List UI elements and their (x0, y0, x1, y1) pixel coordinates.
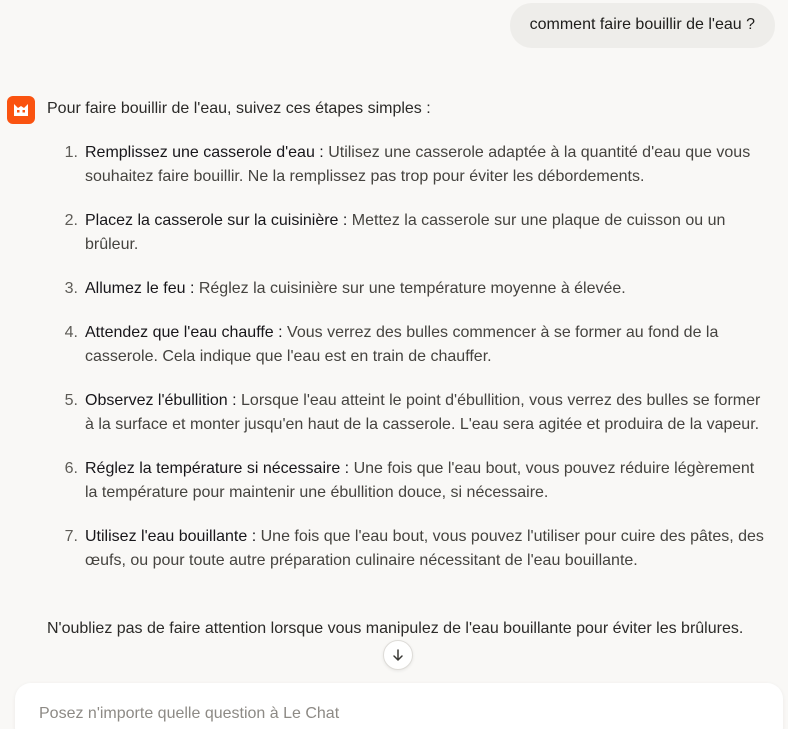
list-item (0, 277, 788, 301)
step-text: Lorsque l'eau atteint le point d'ébullition, vous verrez des bulles se former à la surface et monter jusqu'en haut de la casserole. L'eau sera agitée et produira de la vapeur. (85, 392, 761, 433)
list-item (0, 389, 788, 437)
step-separator: : (227, 392, 242, 409)
list-item (0, 525, 788, 573)
step-number: 2. (64, 212, 78, 229)
user-message-bubble: comment faire bouillir de l'eau ? (510, 3, 775, 48)
step-title: Attendez que l'eau chauffe (85, 324, 274, 341)
step-separator: : (338, 212, 352, 229)
step-text: Mettez la casserole sur une plaque de cuisson ou un brûleur. (85, 212, 726, 253)
step-title: Allumez le feu (85, 280, 186, 297)
step-separator: : (247, 528, 261, 545)
step-separator: : (314, 144, 329, 161)
le-chat-logo-icon (7, 96, 35, 124)
step-title: Remplissez une casserole d'eau (85, 144, 315, 161)
step-number: 1. (64, 144, 78, 161)
chat-input[interactable] (39, 705, 739, 723)
step-number: 6. (64, 460, 78, 477)
step-number: 4. (64, 324, 78, 341)
step-separator: : (340, 460, 354, 477)
list-item (0, 209, 788, 257)
assistant-outro: N'oubliez pas de faire attention lorsque vous manipulez de l'eau bouillante pour éviter les brûlures. (47, 620, 744, 637)
step-title: Observez l'ébullition (85, 392, 228, 409)
step-text: Une fois que l'eau bout, vous pouvez réduire légèrement la température pour maintenir une ébullition douce, si nécessaire. (85, 460, 755, 501)
step-text: Réglez la cuisinière sur une température moyenne à élevée. (198, 280, 626, 297)
list-item (0, 457, 788, 505)
step-number: 3. (64, 280, 78, 297)
scroll-to-bottom-button[interactable] (383, 640, 413, 670)
step-number: 5. (64, 392, 78, 409)
step-separator: : (185, 280, 199, 297)
step-text: Vous verrez des bulles commencer à se former au fond de la casserole. Cela indique que l'eau est en train de chauffer. (85, 324, 719, 365)
assistant-intro: Pour faire bouillir de l'eau, suivez ces étapes simples : (47, 100, 431, 117)
arrow-down-icon (391, 648, 405, 662)
step-title: Placez la casserole sur la cuisinière (85, 212, 339, 229)
step-text: Une fois que l'eau bout, vous pouvez l'utiliser pour cuire des pâtes, des œufs, ou pour toute autre préparation culinaire nécessitant de l'eau bouillante. (85, 528, 764, 569)
step-separator: : (273, 324, 288, 341)
step-text: Utilisez une casserole adaptée à la quantité d'eau que vous souhaitez faire bouillir. Ne la remplissez pas trop pour éviter les débordements. (85, 144, 751, 185)
steps-list (0, 141, 788, 593)
list-item (0, 321, 788, 369)
list-item (0, 141, 788, 189)
message-composer (15, 683, 783, 729)
step-number: 7. (64, 528, 78, 545)
cat-logo-glyph (13, 103, 29, 117)
step-title: Réglez la température si nécessaire (85, 460, 341, 477)
step-title: Utilisez l'eau bouillante (85, 528, 248, 545)
